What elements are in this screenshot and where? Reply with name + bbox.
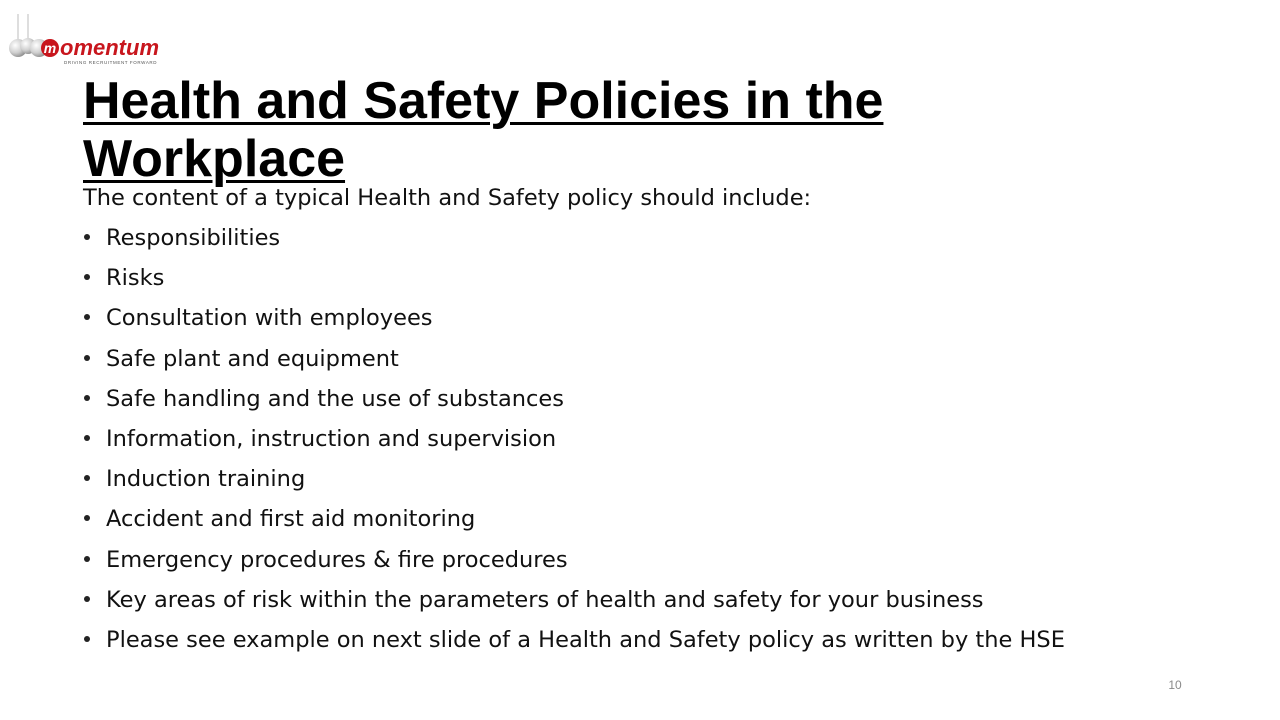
logo-graphic — [4, 14, 174, 70]
bullet-icon — [84, 314, 90, 320]
bullet-text: Accident and first aid monitoring — [106, 506, 476, 533]
bullet-text: Induction training — [106, 466, 306, 493]
logo-wordmark: omentum — [60, 35, 159, 60]
bullet-text: Key areas of risk within the parameters of health and safety for your business — [106, 586, 984, 613]
bullet-icon — [84, 636, 90, 642]
bullet-item — [83, 544, 1065, 584]
bullet-icon — [84, 234, 90, 240]
bullet-icon — [84, 435, 90, 441]
bullet-text: Emergency procedures & fire procedures — [106, 546, 568, 573]
bullet-list — [83, 222, 1065, 664]
bullet-item — [83, 222, 1065, 262]
bullet-text: Consultation with employees — [106, 305, 433, 332]
bullet-icon — [84, 475, 90, 481]
bullet-text: Safe handling and the use of substances — [106, 385, 564, 412]
bullet-icon — [84, 596, 90, 602]
bullet-icon — [84, 556, 90, 562]
bullet-icon — [84, 355, 90, 361]
bullet-item — [83, 423, 1065, 463]
slide-number: 10 — [1168, 678, 1182, 692]
bullet-item — [83, 624, 1065, 664]
bullet-text: Please see example on next slide of a Health and Safety policy as written by the HSE — [106, 626, 1065, 653]
bullet-item — [83, 463, 1065, 503]
bullet-item — [83, 584, 1065, 624]
intro-text: The content of a typical Health and Safety policy should include: — [83, 185, 812, 211]
slide-title: Health and Safety Policies in the Workplace — [83, 72, 884, 188]
bullet-item — [83, 383, 1065, 423]
bullet-icon — [84, 515, 90, 521]
bullet-item — [83, 503, 1065, 543]
bullet-text: Responsibilities — [106, 225, 281, 251]
bullet-icon — [84, 395, 90, 401]
bullet-text: Information, instruction and supervision — [106, 425, 557, 452]
bullet-item — [83, 302, 1065, 342]
bullet-item — [83, 343, 1065, 383]
svg-text:m: m — [43, 40, 57, 56]
bullet-text: Safe plant and equipment — [106, 345, 399, 372]
bullet-icon — [84, 274, 90, 280]
logo-tagline: DRIVING RECRUITMENT FORWARD — [64, 60, 158, 65]
bullet-item — [83, 262, 1065, 302]
bullet-text: Risks — [106, 265, 165, 292]
momentum-logo — [4, 14, 174, 70]
